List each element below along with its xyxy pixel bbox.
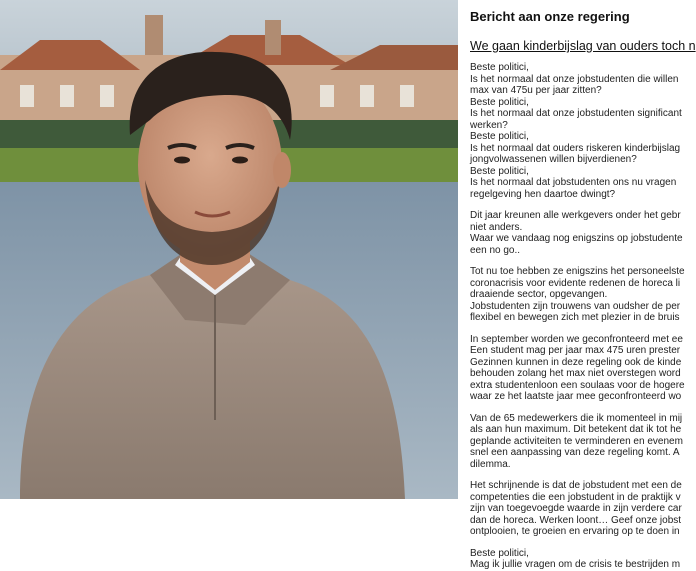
letter-line: dilemma. (470, 458, 511, 470)
letter-body (470, 62, 685, 571)
letter-line: waar ze het laatste jaar mee geconfronteerd wo (470, 391, 682, 402)
letter-line: Beste politici, (470, 131, 529, 142)
letter-line: regelgeving hen daartoe dwingt? (470, 188, 616, 200)
letter-line: Beste politici, (470, 96, 529, 108)
letter-subtitle: We gaan kinderbijslag van ouders toch n (470, 39, 696, 53)
letter-line: niet anders. (470, 221, 523, 233)
letter-line: dan de horeca. Werken loont… Geef onze jobst (470, 514, 682, 526)
letter-line: als aan hun maximum. Dit betekent dat ik tot he (470, 424, 682, 435)
letter-paragraph (470, 266, 685, 324)
letter-line: geplande activiteiten te verminderen en evenem (470, 435, 683, 447)
letter-line: Beste politici, (470, 547, 529, 559)
letter-line: Is het normaal dat jobstudenten ons nu vragen (470, 177, 677, 188)
letter-line: werken? (470, 119, 508, 131)
letter-line: Tot nu toe hebben ze enigszins het personeelste (470, 266, 685, 277)
letter-paragraph (470, 210, 683, 256)
letter-line: Beste politici, (470, 62, 529, 73)
letter-paragraph (470, 547, 681, 571)
letter-paragraph (470, 480, 682, 538)
letter-line: Is het normaal dat onze jobstudenten die willen (470, 73, 679, 85)
letter-line: Van de 65 medewerkers die ik momenteel in mij (470, 412, 683, 424)
letter-line: extra studentenloon een soulaas voor de hogere (470, 379, 685, 391)
letter-line: jongvolwassenen willen bijverdienen? (470, 154, 637, 165)
letter-line: Gezinnen kunnen in deze regeling ook de kinde (470, 356, 682, 368)
letter-title: Bericht aan onze regering (470, 9, 630, 24)
letter-line: max van 475u per jaar zitten? (470, 85, 602, 96)
letter-line: Het schrijnende is dat de jobstudent met een de (470, 480, 682, 491)
letter-line: draaiende sector, opgevangen. (470, 289, 608, 300)
letter-line: snel een aanpassing van deze regeling komt. A (470, 447, 680, 458)
letter-line: Dit jaar kreunen alle werkgevers onder het gebr (470, 210, 681, 221)
letter-line: Jobstudenten zijn trouwens van oudsher de per (470, 300, 681, 312)
letter-paragraph (470, 62, 682, 200)
letter-line: Waar we vandaag nog enigszins op jobstudente (470, 233, 683, 244)
letter-line: een no go.. (470, 244, 521, 256)
letter-line: competenties die een jobstudent in de praktijk v (470, 491, 681, 503)
letter-line: Is het normaal dat onze jobstudenten significant (470, 108, 682, 119)
letter-line: Mag ik jullie vragen om de crisis te bestrijden m (470, 559, 681, 570)
letter-panel (458, 0, 696, 570)
letter-line: coronacrisis voor evidente redenen de horeca li (470, 277, 681, 289)
letter-line: behouden zolang het max niet overstegen word (470, 368, 681, 379)
letter-line: In september worden we geconfronteerd met ee (470, 333, 683, 345)
letter-line: ontplooien, te groeien en ervaring op te doen in (470, 526, 680, 537)
letter-paragraph (470, 412, 683, 471)
letter-line: Beste politici, (470, 165, 529, 177)
letter-line: zijn van toegevoegde waarde in zijn verdere car (470, 503, 682, 514)
letter-line: Is het normaal dat ouders riskeren kinderbijslag (470, 142, 681, 154)
letter-line: Een student mag per jaar max 475 uren prester (470, 345, 681, 356)
letter-line: flexibel en bewegen zich met plezier in de bruis (470, 312, 680, 323)
letter-paragraph (470, 333, 685, 403)
